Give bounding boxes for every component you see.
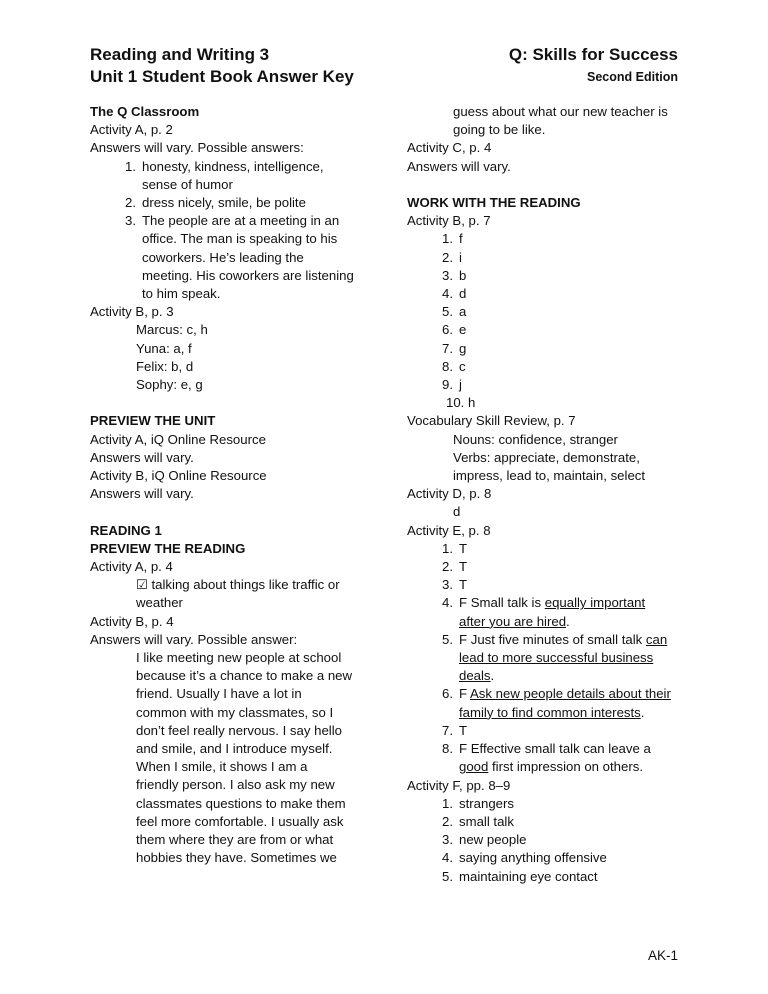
item-number: 2. bbox=[442, 249, 453, 265]
item-text: F Small talk is equally important bbox=[459, 595, 646, 611]
item-text: d bbox=[459, 286, 467, 302]
item-text: F Just five minutes of small talk can bbox=[459, 631, 668, 647]
header-title bbox=[90, 44, 354, 88]
item-text-cont: office. The man is speaking to his bbox=[142, 231, 338, 247]
answer-text: Answers will vary. bbox=[90, 449, 194, 465]
paragraph-line: and smile, and I introduce myself. bbox=[136, 741, 333, 757]
header-brand bbox=[509, 44, 678, 88]
activity-label: Activity C, p. 4 bbox=[407, 140, 492, 156]
list-item bbox=[407, 540, 682, 558]
item-number: 3. bbox=[442, 267, 453, 283]
item-number: 1. bbox=[442, 231, 453, 247]
item-text: f bbox=[459, 231, 463, 247]
page-number: AK-1 bbox=[647, 948, 678, 963]
item-number: 2. bbox=[125, 195, 136, 211]
item-text: T bbox=[459, 722, 468, 738]
item-text: dress nicely, smile, be polite bbox=[142, 195, 306, 211]
item-number: 1. bbox=[442, 540, 453, 556]
item-text-cont: after you are hired. bbox=[459, 613, 570, 629]
paragraph-line: guess about what our new teacher is bbox=[453, 104, 668, 119]
nouns-answer: Nouns: confidence, stranger bbox=[453, 431, 618, 447]
answer-text: d bbox=[453, 504, 461, 520]
list-item bbox=[407, 813, 682, 831]
paragraph-line: going to be like. bbox=[453, 122, 546, 138]
item-text: saying anything offensive bbox=[459, 850, 607, 866]
item-number: 4. bbox=[442, 595, 453, 611]
left-column bbox=[90, 103, 365, 868]
item-text: small talk bbox=[459, 813, 514, 829]
item-number: 1. bbox=[125, 158, 136, 174]
list-item bbox=[407, 631, 682, 649]
item-number: 3. bbox=[442, 832, 453, 848]
item-number: 2. bbox=[442, 813, 453, 829]
item-text-cont: coworkers. He’s leading the bbox=[142, 249, 304, 265]
edition-label: Second Edition bbox=[587, 70, 678, 84]
verbs-answer-cont: impress, lead to, maintain, select bbox=[453, 468, 646, 484]
item-text: F Effective small talk can leave a bbox=[459, 741, 651, 757]
list-item bbox=[407, 831, 682, 849]
item-text-cont: to him speak. bbox=[142, 286, 221, 302]
item-text-cont: meeting. His coworkers are listening bbox=[142, 267, 354, 283]
list-item bbox=[407, 685, 682, 703]
item-text: c bbox=[459, 358, 466, 374]
item-text: The people are at a meeting in an bbox=[142, 213, 340, 229]
list-item bbox=[90, 194, 365, 212]
item-number: 3. bbox=[125, 213, 136, 229]
item-number: 1. bbox=[442, 795, 453, 811]
checkbox-answer-cont: weather bbox=[136, 595, 183, 611]
item-number: 7. bbox=[442, 722, 453, 738]
paragraph-line: feel more comfortable. I usually ask bbox=[136, 813, 344, 829]
item-number: 6. bbox=[442, 686, 453, 702]
list-item bbox=[407, 285, 682, 303]
item-number: 5. bbox=[442, 631, 453, 647]
series-title: Q: Skills for Success bbox=[508, 45, 678, 64]
section-heading-preview-unit: PREVIEW THE UNIT bbox=[90, 413, 216, 429]
paragraph-line: common with my classmates, so I bbox=[136, 704, 334, 720]
activity-label: Activity B, p. 3 bbox=[90, 304, 174, 320]
item-number: 2. bbox=[442, 559, 453, 575]
list-item bbox=[407, 340, 682, 358]
item-number: 5. bbox=[442, 868, 453, 884]
list-item bbox=[407, 849, 682, 867]
item-text-cont: sense of humor bbox=[142, 176, 233, 192]
activity-label: Activity F, pp. 8–9 bbox=[407, 777, 511, 793]
item-text: T bbox=[459, 559, 468, 575]
list-item bbox=[407, 249, 682, 267]
list-item bbox=[407, 722, 682, 740]
item-text: T bbox=[459, 577, 468, 593]
paragraph-line: because it’s a chance to make a new bbox=[136, 668, 353, 684]
list-item bbox=[407, 230, 682, 248]
activity-label: Activity A, p. 4 bbox=[90, 559, 173, 575]
answer-sophy: Sophy: e, g bbox=[136, 377, 203, 393]
activity-label: Activity A, iQ Online Resource bbox=[90, 431, 266, 447]
item-number: 3. bbox=[442, 577, 453, 593]
item-text: b bbox=[459, 267, 467, 283]
answer-yuna: Yuna: a, f bbox=[136, 340, 192, 356]
item-number: 4. bbox=[442, 850, 453, 866]
item-text-cont: deals. bbox=[459, 668, 495, 684]
paragraph-line: When I smile, it shows I am a bbox=[136, 759, 308, 775]
item-text-cont: family to find common interests. bbox=[459, 704, 645, 720]
paragraph-line: classmates questions to make them bbox=[136, 795, 346, 811]
section-heading-reading1: READING 1 bbox=[90, 522, 162, 538]
answer-felix: Felix: b, d bbox=[136, 358, 194, 374]
paragraph-line: them where they are from or what bbox=[136, 832, 334, 848]
item-number: 9. bbox=[442, 377, 453, 393]
answer-text: Answers will vary. bbox=[90, 486, 194, 502]
item-text: g bbox=[459, 340, 467, 356]
list-item bbox=[90, 212, 365, 230]
item-text: honesty, kindness, intelligence, bbox=[142, 158, 324, 174]
list-item bbox=[407, 868, 682, 886]
item-number: 6. bbox=[442, 322, 453, 338]
item-number: 4. bbox=[442, 286, 453, 302]
answer-text: Answers will vary. bbox=[407, 158, 511, 174]
activity-label: Activity E, p. 8 bbox=[407, 522, 491, 538]
paragraph-line: I like meeting new people at school bbox=[136, 650, 342, 666]
activity-label: Activity B, p. 4 bbox=[90, 613, 174, 629]
paragraph-line: friendly person. I also ask my new bbox=[136, 777, 335, 793]
list-item bbox=[407, 376, 682, 394]
activity-label: Activity B, p. 7 bbox=[407, 213, 491, 229]
item-number: 8. bbox=[442, 741, 453, 757]
item-text-cont: lead to more successful business bbox=[459, 650, 654, 666]
activity-label: Activity D, p. 8 bbox=[407, 486, 492, 502]
section-heading-work-with-reading: WORK WITH THE READING bbox=[407, 195, 581, 210]
item-number: 5. bbox=[442, 304, 453, 320]
paragraph-line: friend. Usually I have a lot in bbox=[136, 686, 302, 702]
list-item bbox=[407, 576, 682, 594]
item-text: j bbox=[459, 377, 462, 393]
item-text: e bbox=[459, 322, 467, 338]
list-item bbox=[407, 303, 682, 321]
item-text: new people bbox=[459, 832, 527, 848]
item-text: maintaining eye contact bbox=[459, 868, 598, 884]
verbs-answer: Verbs: appreciate, demonstrate, bbox=[453, 449, 640, 465]
answer-marcus: Marcus: c, h bbox=[136, 322, 208, 338]
list-item: 10. h bbox=[446, 395, 476, 411]
activity-label: Activity A, p. 2 bbox=[90, 122, 173, 138]
item-text: i bbox=[459, 249, 462, 265]
section-heading-preview-reading: PREVIEW THE READING bbox=[90, 540, 246, 556]
item-text: T bbox=[459, 540, 468, 556]
list-item bbox=[407, 321, 682, 339]
list-item bbox=[407, 267, 682, 285]
book-title: Reading and Writing 3 bbox=[90, 45, 270, 64]
answer-text: Answers will vary. Possible answer: bbox=[90, 631, 298, 647]
unit-title: Unit 1 Student Book Answer Key bbox=[90, 67, 354, 86]
list-item bbox=[407, 795, 682, 813]
list-item bbox=[90, 158, 365, 176]
activity-label: Vocabulary Skill Review, p. 7 bbox=[407, 413, 576, 429]
section-heading-classroom: The Q Classroom bbox=[90, 104, 200, 119]
checkbox-answer: ☑ talking about things like traffic or bbox=[136, 577, 340, 593]
item-text: strangers bbox=[459, 795, 514, 811]
paragraph-line: hobbies they have. Sometimes we bbox=[136, 850, 337, 866]
answer-text: Answers will vary. Possible answers: bbox=[90, 140, 304, 156]
item-text: a bbox=[459, 304, 467, 320]
list-item bbox=[407, 358, 682, 376]
list-item bbox=[407, 558, 682, 576]
activity-label: Activity B, iQ Online Resource bbox=[90, 468, 267, 484]
item-number: 8. bbox=[442, 358, 453, 374]
right-column bbox=[407, 103, 682, 886]
item-number: 7. bbox=[442, 340, 453, 356]
item-text-cont: good first impression on others. bbox=[459, 759, 643, 775]
paragraph-line: don’t feel really nervous. I say hello bbox=[136, 722, 342, 738]
list-item bbox=[407, 594, 682, 612]
list-item bbox=[407, 740, 682, 758]
item-text: F Ask new people details about their bbox=[459, 686, 671, 702]
